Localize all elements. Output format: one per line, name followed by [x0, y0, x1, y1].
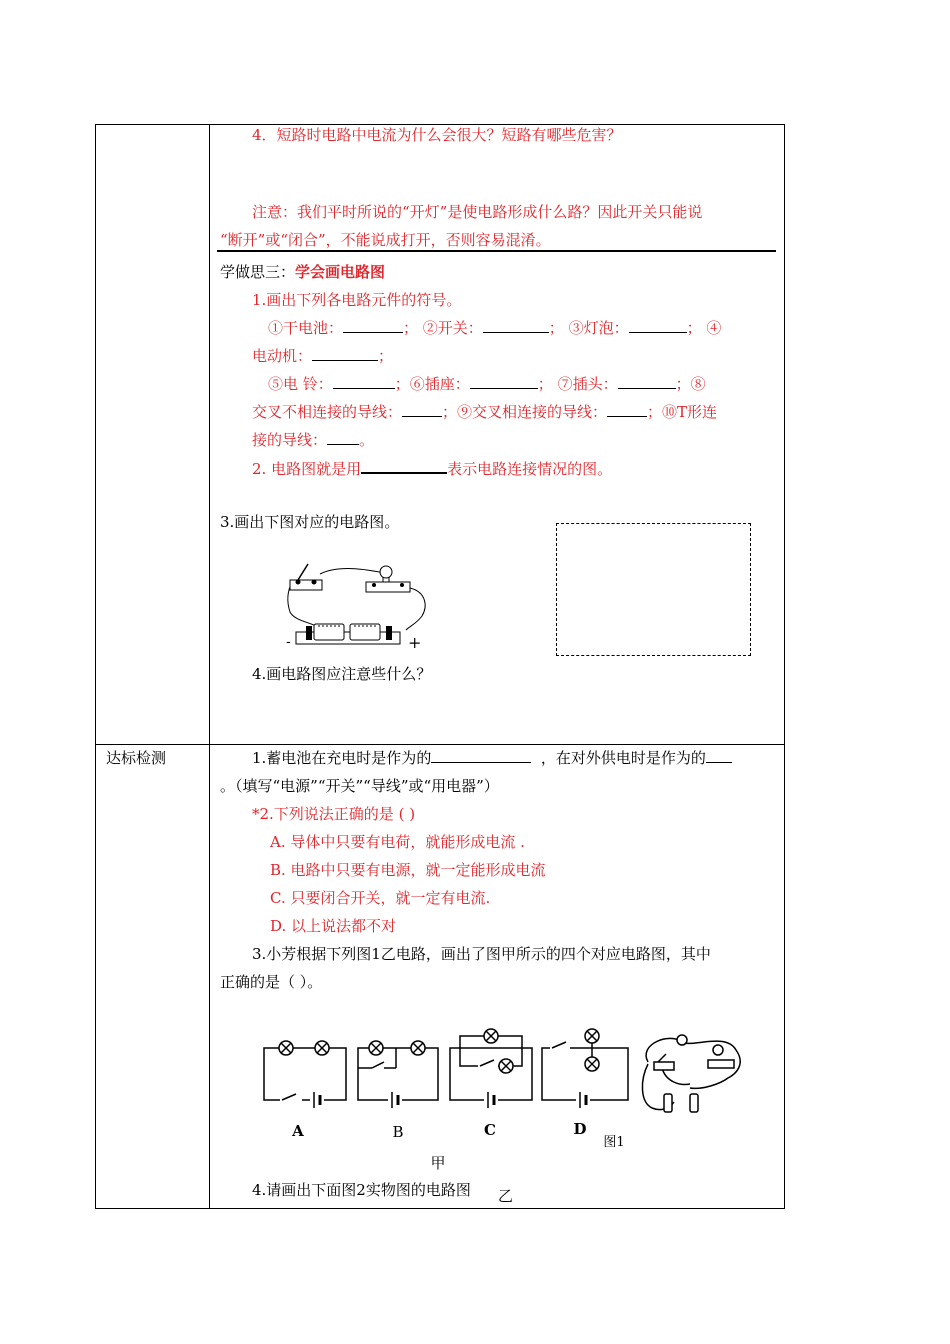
circuit-diagrams-figure: [250, 1024, 770, 1174]
blank-plug[interactable]: [618, 374, 676, 389]
physical-circuit-yi: [642, 1035, 740, 1112]
answer-box-dashed[interactable]: [556, 523, 751, 656]
section-title: 学会画电路图: [295, 263, 386, 281]
item-2: [252, 458, 612, 479]
blank-t-wire[interactable]: [327, 430, 359, 445]
section-divider: [217, 250, 776, 252]
q3-line-1: 3.小芳根据下列图1乙电路，画出了图甲所示的四个对应电路图，其中: [252, 945, 711, 963]
note-line-1: 注意：我们平时所说的“开灯”是使电路形成什么路？因此开关只能说: [252, 203, 703, 221]
item2-suffix: 表示电路连接情况的图。: [447, 460, 613, 478]
row2-end: ；: [378, 347, 394, 365]
label-bulb: ； ③灯泡：: [548, 319, 629, 337]
label-4: ； ④: [686, 319, 722, 337]
blank-motor[interactable]: [312, 346, 378, 361]
question-short-circuit: 4．短路时电路中电流为什么会很大？短路有哪些危害？: [252, 126, 622, 144]
section-prefix: 学做思三：: [220, 263, 296, 281]
table-left-border: [95, 124, 96, 1209]
diagram-b[interactable]: [358, 1048, 438, 1108]
label-cross-unjoined: 交叉不相连接的导线：: [252, 403, 403, 421]
label-switch: ； ②开关：: [403, 319, 483, 337]
item-1: 1.画出下列各电路元件的符号。: [252, 291, 462, 309]
label-d: D: [573, 1120, 587, 1138]
label-socket: ；⑥插座：: [394, 375, 470, 393]
symbol-row-5: [252, 430, 374, 450]
diagram-d[interactable]: [542, 1036, 628, 1108]
item2-prefix: 2. 电路图就是用: [252, 460, 362, 478]
note-line-2: “断开”或“闭合”，不能说成打开，否则容易混淆。: [220, 231, 551, 249]
label-yi: 乙: [498, 1187, 514, 1205]
label-c: C: [484, 1121, 496, 1139]
symbol-row-2: [252, 346, 393, 366]
label-8: ；⑧: [675, 375, 706, 393]
physical-circuit-illustration: [280, 560, 430, 652]
q1-line-1: [252, 748, 732, 768]
section-heading: [220, 262, 385, 282]
diagram-c[interactable]: [450, 1036, 532, 1108]
q1-part-b: ，在对外供电时是作为的: [540, 749, 706, 767]
label-plug: ； ⑦插头：: [537, 375, 618, 393]
label-motor: 电动机：: [252, 347, 313, 365]
blank-battery[interactable]: [343, 318, 403, 333]
label-jia: 甲: [430, 1154, 446, 1172]
symbol-row-4: [252, 402, 717, 422]
symbol-row-1: [268, 318, 776, 338]
q2-option-a[interactable]: A. 导体中只要有电荷，就能形成电流 .: [270, 833, 525, 851]
q2-option-c[interactable]: C. 只要闭合开关，就一定有电流.: [270, 889, 491, 907]
blank-cross-joined[interactable]: [607, 402, 647, 417]
diagram-a[interactable]: [264, 1048, 346, 1108]
column-divider: [209, 124, 210, 1209]
q2-stem: *2.下列说法正确的是 ( ): [252, 805, 416, 823]
blank-cross-unjoined[interactable]: [402, 402, 442, 417]
item-3: 3.画出下图对应的电路图。: [220, 513, 400, 531]
q1-part-a: 1.蓄电池在充电时是作为的: [252, 749, 432, 767]
q2-option-d[interactable]: D. 以上说法都不对: [270, 917, 397, 935]
table-right-border: [784, 124, 785, 1209]
blank-circuit-symbols[interactable]: [361, 458, 447, 474]
label-cross-joined: ；⑨交叉相连接的导线：: [442, 403, 608, 421]
plus-label: +: [408, 633, 422, 652]
q3-line-2: 正确的是（ ）。: [220, 973, 323, 991]
label-figure-1: 图1: [603, 1135, 625, 1150]
blank-supply-role[interactable]: [706, 748, 732, 763]
q2-option-b[interactable]: B. 电路中只要有电源，就一定能形成电流: [270, 861, 546, 879]
label-battery: ①干电池：: [268, 319, 344, 337]
q4-instruction: 4.请画出下面图2实物图的电路图: [252, 1181, 471, 1199]
blank-bulb[interactable]: [629, 318, 687, 333]
row5-end: 。: [359, 431, 375, 449]
q1-line-2: 。（填写“电源”“开关”“导线”或“用电器”）: [220, 777, 499, 795]
label-a: A: [292, 1122, 304, 1140]
symbol-row-3: [268, 374, 706, 394]
minus-label: -: [286, 634, 291, 650]
blank-switch[interactable]: [483, 318, 549, 333]
label-t-joint: ；⑩T形连: [647, 403, 718, 421]
label-t-wire: 接的导线：: [252, 431, 328, 449]
label-bell: ⑤电 铃：: [268, 375, 333, 393]
table-bottom-border: [95, 1208, 785, 1209]
row-label-assessment: 达标检测: [106, 749, 167, 767]
blank-charging-role[interactable]: [431, 748, 531, 763]
row-divider: [95, 744, 785, 745]
blank-socket[interactable]: [470, 374, 538, 389]
blank-bell[interactable]: [333, 374, 395, 389]
item-4: 4.画电路图应注意些什么？: [252, 665, 432, 683]
label-b: B: [392, 1123, 404, 1141]
